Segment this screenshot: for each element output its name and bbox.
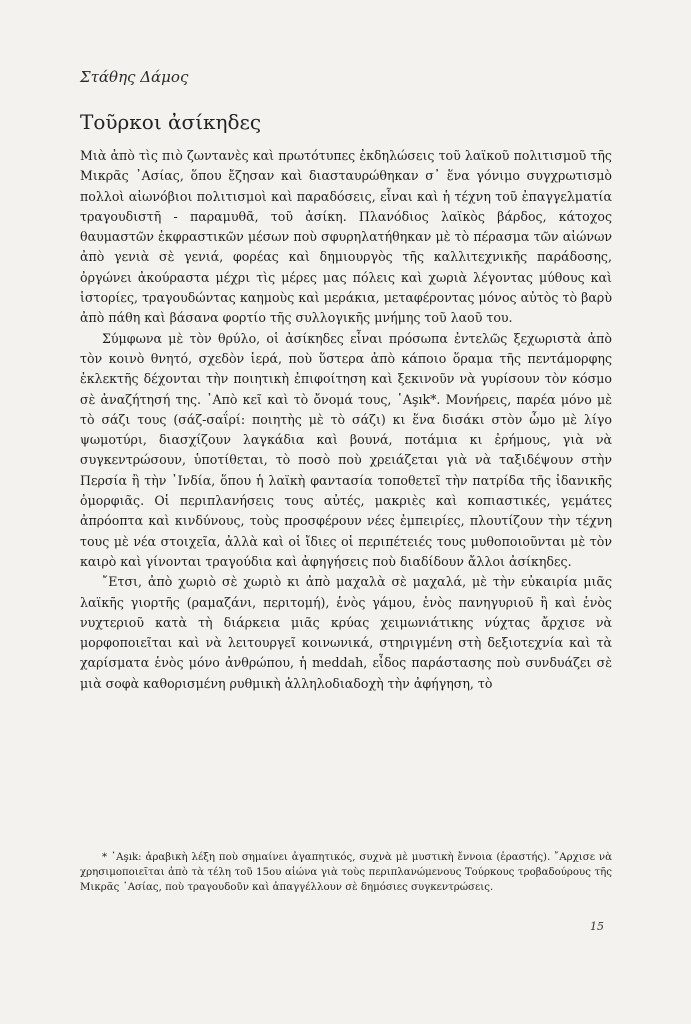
- page-number: 15: [590, 920, 604, 933]
- footnote: * ῾Aşık: ἀραβικὴ λέξη ποὺ σημαίνει ἀγαπητικός, συχνὰ μὲ μυστικὴ ἔννοια (ἐραστής). ῎Αρχισε νὰ χρησιμοποιεῖται ἀπὸ τὰ τέλη τοῦ 15ου αἰώνα γιὰ τοὺς περιπλανώμενους Τούρκους τροβαδούρους τῆς Μικρᾶς ᾿Ασίας, ποὺ τραγουδοῦν καὶ ἀπαγγέλλουν σὲ δημόσιες συγκεντρώσεις.: [80, 852, 612, 893]
- paragraph: Μιὰ ἀπὸ τὶς πιὸ ζωντανὲς καὶ πρωτότυπες ἐκδηλώσεις τοῦ λαϊκοῦ πολιτισμοῦ τῆς Μικρᾶς ᾿Ασίας, ὅπου ἔζησαν καὶ διασταυρώθηκαν σ᾿ ἕνα γόνιμο συγχρωτισμὸ πολλοὶ αἰωνόβιοι πολιτισμοὶ καὶ παραδόσεις, εἶναι καὶ ἡ τέχνη τοῦ ἐπαγγελματία τραγουδιστῆ - παραμυθᾶ, τοῦ ἀσίκη. Πλανόδιος λαϊκὸς βάρδος, κάτοχος θαυμαστῶν ἐκφραστικῶν μέσων ποὺ σφυρηλατήθηκαν μὲ τὸ πέρασμα τῶν αἰώνων ἀπὸ γενιὰ σὲ γενιά, φορέας καὶ δημιουργὸς τῆς καλλιτεχνικῆς παράδοσης, ὀργώνει ἀκούραστα μέχρι τὶς μέρες μας πόλεις καὶ χωριὰ λέγοντας μύθους καὶ ἱστορίες, τραγουδώντας καημοὺς καὶ μεράκια, μεταφέροντας μόνος αὐτὸς τὸ βαρὺ ἀπὸ πάθη καὶ βάσανα φορτίο τῆς συλλογικῆς μνήμης τοῦ λαοῦ του.: [80, 148, 612, 326]
- paragraph: Σύμφωνα μὲ τὸν θρύλο, οἱ ἀσίκηδες εἶναι πρόσωπα ἐντελῶς ξεχωριστὰ ἀπὸ τὸν κοινὸ θνητό, σχεδὸν ἱερά, ποὺ ὕστερα ἀπὸ κάποιο ὅραμα τῆς πεντάμορφης ἐκλεκτῆς δέχονται τὴν ποιητικὴ ἐπιφοίτηση καὶ ξεκινοῦν νὰ γυρίσουν τὸν κόσμο σὲ ἀναζήτησή της. ᾿Απὸ κεῖ καὶ τὸ ὄνομά τους, ῾Aşık*. Μονήρεις, παρέα μόνο μὲ τὸ σάζι τους (σάζ-σαΐρί: ποιητὴς μὲ τὸ σάζι) κι ἕνα δισάκι στὸν ὦμο μὲ λίγο ψωμοτύρι, διασχίζουν λαγκάδια καὶ βουνά, ποτάμια κι ἐρήμους, γιὰ νὰ συγκεντρώσουν, ὑποτίθεται, τὸ ποσὸ ποὺ χρειάζεται γιὰ νὰ ταξιδέψουν στὴν Περσία ἢ τὴν ᾿Ινδία, ὅπου ἡ λαϊκὴ φαντασία τοποθετεῖ τὴν πατρίδα τῆς ἰδανικῆς ὀμορφιᾶς. Οἱ περιπλανήσεις τους αὐτές, μακριὲς καὶ κοπιαστικές, γεμάτες ἀπρόοπτα καὶ κινδύνους, τοὺς προσφέρουν νέες ἐμπειρίες, πλουτίζουν τὴν τέχνη τους μὲ νέα στοιχεῖα, ἀλλὰ καὶ οἱ ἴδιες οἱ περιπέτειές τους μυθοποιοῦνται μὲ τὸν καιρὸ καὶ γίνονται τραγούδια καὶ ἀφηγήσεις ποὺ διαδίδουν ἄλλοι ἀσίκηδες.: [80, 330, 612, 569]
- chapter-title: Τοῦρκοι ἀσίκηδες: [80, 110, 262, 134]
- author-name: Στάθης Δάμος: [80, 68, 189, 86]
- body-text: [80, 146, 612, 694]
- paragraph: ῎Ετσι, ἀπὸ χωριὸ σὲ χωριὸ κι ἀπὸ μαχαλὰ σὲ μαχαλά, μὲ τὴν εὐκαιρία μιᾶς λαϊκῆς γιορτῆς (ραμαζάνι, περιτομή), ἑνὸς γάμου, ἑνὸς πανηγυριοῦ ἢ καὶ ἑνὸς νυχτεριοῦ κατὰ τὴ διάρκεια μιᾶς κρύας χειμωνιάτικης νύχτας ἄρχισε νὰ μορφοποιεῖται καὶ νὰ λειτουργεῖ κοινωνικά, στηριγμένη στὴ δεξιοτεχνία καὶ τὰ χαρίσματα ἑνὸς μόνο ἀνθρώπου, ἡ meddah, εἶδος παράστασης ποὺ συνδυάζει σὲ μιὰ σοφὰ καθορισμένη ρυθμικὴ ἀλληλοδιαδοχὴ τὴν ἀφήγηση, τὸ: [80, 574, 612, 691]
